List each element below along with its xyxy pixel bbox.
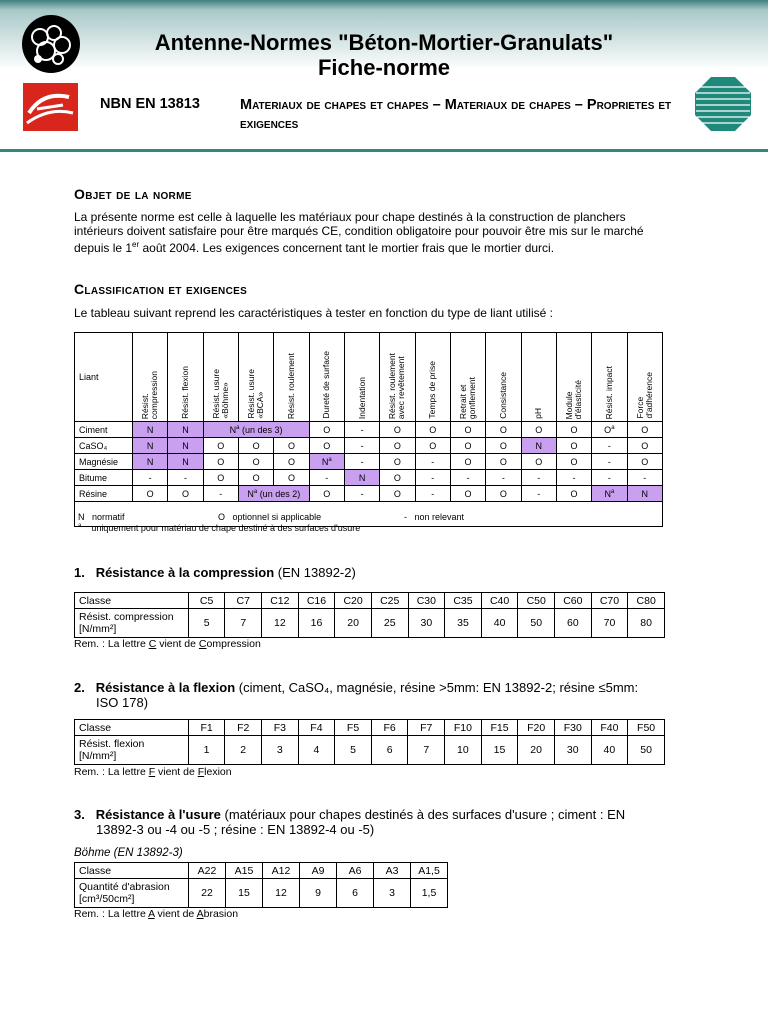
column-header: Résist. impact bbox=[592, 333, 627, 422]
table-cell: O bbox=[203, 470, 238, 486]
table-header-row bbox=[75, 333, 663, 422]
table-cell: O bbox=[380, 486, 415, 502]
table-cell: 3 bbox=[374, 879, 411, 908]
legend-line-1: N normatif O optionnel si applicable - non relevant bbox=[78, 512, 465, 522]
table-row bbox=[75, 609, 665, 638]
table-cell: O bbox=[415, 422, 450, 438]
table-cell: 35 bbox=[445, 609, 482, 638]
table-cell: - bbox=[592, 470, 627, 486]
table-cell: F5 bbox=[335, 720, 372, 736]
table-cell: F50 bbox=[628, 720, 665, 736]
page-title: Antenne-Normes "Béton-Mortier-Granulats" bbox=[154, 30, 614, 55]
table-cell: - bbox=[521, 486, 556, 502]
table-cell: 40 bbox=[481, 609, 518, 638]
table-cell: 7 bbox=[225, 609, 262, 638]
table-cell: N bbox=[627, 486, 662, 502]
table-cell: - bbox=[344, 438, 379, 454]
bohme-subtitle: Böhme (EN 13892-3) bbox=[74, 847, 183, 859]
table-cell: C20 bbox=[335, 593, 372, 609]
table-cell: F1 bbox=[188, 720, 225, 736]
table-cell: O bbox=[556, 454, 591, 470]
table-cell: 20 bbox=[335, 609, 372, 638]
table-row bbox=[75, 593, 665, 609]
column-header: Indentation bbox=[344, 333, 379, 422]
table-cell: A9 bbox=[300, 863, 337, 879]
table-cell: O bbox=[309, 486, 344, 502]
table-row-bitume bbox=[75, 470, 663, 486]
column-header: Module d'élasticité bbox=[556, 333, 591, 422]
table-cell: - bbox=[592, 438, 627, 454]
table-cell: O bbox=[556, 422, 591, 438]
table-cell: F3 bbox=[262, 720, 299, 736]
table-cell: C35 bbox=[445, 593, 482, 609]
table-row-resine bbox=[75, 486, 663, 502]
table-cell: 50 bbox=[518, 609, 555, 638]
section-2-title: 2. Résistance à la flexion (ciment, CaSO₄, magnésie, résine >5mm: EN 13892-2; résine ≤5mm: ISO 178) bbox=[74, 680, 639, 710]
column-header: Dureté de surface bbox=[309, 333, 344, 422]
row-label: Bitume bbox=[75, 470, 133, 486]
header-divider bbox=[0, 149, 768, 152]
table-cell: 2 bbox=[225, 736, 262, 765]
table-cell: 22 bbox=[189, 879, 226, 908]
section-heading-classification: Classification et exigences bbox=[74, 281, 248, 297]
section-heading-objet: Objet de la norme bbox=[74, 186, 192, 202]
table-cell: $O^a$ bbox=[592, 422, 627, 438]
table-row-ciment bbox=[75, 422, 663, 438]
row-label: Quantité d'abrasion [cm³/50cm²] bbox=[75, 879, 189, 908]
table-cell: 15 bbox=[226, 879, 263, 908]
table-cell: O bbox=[556, 486, 591, 502]
table-cell: $N^a$ bbox=[592, 486, 627, 502]
table-row bbox=[75, 879, 448, 908]
table-cell: A15 bbox=[226, 863, 263, 879]
table-row-caso4 bbox=[75, 438, 663, 454]
column-header: Force d'adhérence bbox=[627, 333, 662, 422]
table-cell: O bbox=[521, 422, 556, 438]
table-cell: O bbox=[309, 422, 344, 438]
table-cell: O bbox=[450, 422, 485, 438]
table-cell: O bbox=[380, 470, 415, 486]
page-subtitle: Fiche-norme bbox=[317, 55, 451, 80]
table-cell: N bbox=[344, 470, 379, 486]
table-cell: - bbox=[203, 486, 238, 502]
table-cell: 1,5 bbox=[411, 879, 448, 908]
cstc-logo-icon bbox=[23, 83, 78, 131]
table-cell: 25 bbox=[371, 609, 408, 638]
section-2-remark: Rem. : La lettre F vient de Flexion bbox=[74, 766, 232, 778]
column-header: Résist. roulement avec revêtement bbox=[380, 333, 415, 422]
table-cell: C80 bbox=[628, 593, 665, 609]
requirements-table bbox=[74, 332, 663, 527]
table-cell: O bbox=[450, 454, 485, 470]
table-cell: $N^a$ (un des 2) bbox=[238, 486, 309, 502]
table-cell: 15 bbox=[481, 736, 518, 765]
row-label: Classe bbox=[75, 593, 189, 609]
table-cell: 6 bbox=[337, 879, 374, 908]
table-cell: - bbox=[521, 470, 556, 486]
column-header: Résist. usure «BCA» bbox=[238, 333, 273, 422]
objet-line: La présente norme est celle à laquelle les matériaux pour chape destinés à la construction de planchers bbox=[74, 210, 626, 224]
table-cell: C12 bbox=[262, 593, 299, 609]
table-cell: O bbox=[627, 422, 662, 438]
table-cell: O bbox=[309, 438, 344, 454]
row-label: Classe bbox=[75, 720, 189, 736]
table-cell: N bbox=[168, 422, 203, 438]
table-cell: 12 bbox=[263, 879, 300, 908]
table-cell: - bbox=[486, 470, 521, 486]
table-cell: - bbox=[415, 470, 450, 486]
section-3-remark: Rem. : La lettre A vient de Abrasion bbox=[74, 908, 239, 920]
table-cell: A6 bbox=[337, 863, 374, 879]
table-cell: O bbox=[238, 454, 273, 470]
table-cell: O bbox=[274, 438, 309, 454]
row-label: CaSO₄ bbox=[75, 438, 133, 454]
compression-table bbox=[74, 592, 665, 638]
objet-line: intérieurs doivent satisfaire pour être marqués CE, condition obligatoire pour pouvoir être mis sur le marché bbox=[74, 224, 644, 238]
row-label: Ciment bbox=[75, 422, 133, 438]
table-cell: 5 bbox=[188, 609, 225, 638]
row-label: Classe bbox=[75, 863, 189, 879]
section-3-title: 3. Résistance à l'usure (matériaux pour chapes destinés à des surfaces d'usure ; ciment : EN 13892-3 ou -4 ou -5 ; résine : EN 13892-4 ou -5) bbox=[74, 807, 626, 837]
table-cell: N bbox=[132, 454, 167, 470]
table-cell: 7 bbox=[408, 736, 445, 765]
table-cell: C70 bbox=[591, 593, 628, 609]
table-row bbox=[75, 736, 665, 765]
objet-paragraph bbox=[74, 210, 694, 255]
table-cell: F10 bbox=[445, 720, 482, 736]
table-cell: 4 bbox=[298, 736, 335, 765]
table-cell: - bbox=[309, 470, 344, 486]
table-cell: F4 bbox=[298, 720, 335, 736]
table-cell: C40 bbox=[481, 593, 518, 609]
table-cell: O bbox=[450, 438, 485, 454]
column-header: Résist. roulement bbox=[274, 333, 309, 422]
table-cell: - bbox=[450, 470, 485, 486]
table-cell: C30 bbox=[408, 593, 445, 609]
table-cell: O bbox=[203, 438, 238, 454]
table-cell: F20 bbox=[518, 720, 555, 736]
abrasion-table bbox=[74, 862, 448, 908]
row-label: Résine bbox=[75, 486, 133, 502]
table-cell: F15 bbox=[481, 720, 518, 736]
table-cell: O bbox=[627, 454, 662, 470]
table-cell: A12 bbox=[263, 863, 300, 879]
column-header: pH bbox=[521, 333, 556, 422]
table-cell: - bbox=[627, 470, 662, 486]
table-cell: O bbox=[380, 422, 415, 438]
table-cell: 6 bbox=[371, 736, 408, 765]
table-cell: O bbox=[486, 454, 521, 470]
table-cell: F30 bbox=[554, 720, 591, 736]
legend-line-2: $^a$ uniquement pour matériau de chape destiné à des surfaces d'usure bbox=[78, 523, 361, 533]
column-header: Temps de prise bbox=[415, 333, 450, 422]
table-cell: - bbox=[592, 454, 627, 470]
table-cell: - bbox=[168, 470, 203, 486]
table-cell: N bbox=[521, 438, 556, 454]
table-cell: - bbox=[415, 454, 450, 470]
table-cell: 9 bbox=[300, 879, 337, 908]
table-cell: - bbox=[344, 454, 379, 470]
table-cell: 80 bbox=[628, 609, 665, 638]
table-cell: 20 bbox=[518, 736, 555, 765]
table-cell: 50 bbox=[628, 736, 665, 765]
table-cell: 60 bbox=[555, 609, 592, 638]
table-cell: O bbox=[521, 454, 556, 470]
table-cell: - bbox=[556, 470, 591, 486]
table-cell: O bbox=[556, 438, 591, 454]
table-cell: 70 bbox=[591, 609, 628, 638]
table-cell: 30 bbox=[554, 736, 591, 765]
norm-title: Materiaux de chapes et chapes – Materiaux de chapes – Proprietes et exigences bbox=[240, 97, 672, 132]
table-cell: 10 bbox=[445, 736, 482, 765]
table-cell: - bbox=[344, 422, 379, 438]
table-cell: C5 bbox=[188, 593, 225, 609]
table-cell: O bbox=[450, 486, 485, 502]
table-cell: F40 bbox=[591, 720, 628, 736]
section-1-remark: Rem. : La lettre C vient de Compression bbox=[74, 638, 261, 650]
table-cell: O bbox=[415, 438, 450, 454]
table-cell: C25 bbox=[371, 593, 408, 609]
table-cell: C50 bbox=[518, 593, 555, 609]
table-cell: A3 bbox=[374, 863, 411, 879]
table-cell: $N^a$ (un des 3) bbox=[203, 422, 309, 438]
table-cell: N bbox=[132, 438, 167, 454]
column-header: Résist. compression bbox=[132, 333, 167, 422]
table-cell: N bbox=[132, 422, 167, 438]
table-cell: O bbox=[238, 438, 273, 454]
table-cell: C16 bbox=[298, 593, 335, 609]
table-cell: F2 bbox=[225, 720, 262, 736]
column-header: Résist. usure «Böhme» bbox=[203, 333, 238, 422]
column-header-liant: Liant bbox=[75, 333, 133, 422]
row-label: Résist. flexion [N/mm²] bbox=[75, 736, 189, 765]
section-1-title: 1. Résistance à la compression (EN 13892-2) bbox=[74, 565, 356, 580]
column-header: Consistance bbox=[486, 333, 521, 422]
table-cell: N bbox=[168, 454, 203, 470]
globe-logo-icon bbox=[693, 75, 753, 133]
table-cell: 16 bbox=[298, 609, 335, 638]
table-cell: 12 bbox=[262, 609, 299, 638]
table-cell: O bbox=[132, 486, 167, 502]
table-cell: O bbox=[486, 486, 521, 502]
flexion-table bbox=[74, 719, 665, 765]
column-header: Retrait et gonflement bbox=[450, 333, 485, 422]
table-cell: F6 bbox=[371, 720, 408, 736]
table-cell: O bbox=[380, 438, 415, 454]
table-cell: O bbox=[168, 486, 203, 502]
objet-line: depuis le 1er août 2004. Les exigences concernent tant le mortier frais que le mortier durci. bbox=[74, 240, 555, 255]
table-cell: 5 bbox=[335, 736, 372, 765]
table-cell: - bbox=[132, 470, 167, 486]
table-cell: A1,5 bbox=[411, 863, 448, 879]
table-row-magnesie bbox=[75, 454, 663, 470]
table-cell: O bbox=[274, 470, 309, 486]
table-cell: - bbox=[415, 486, 450, 502]
table-cell: O bbox=[238, 470, 273, 486]
norm-number: NBN EN 13813 bbox=[100, 96, 200, 112]
table-row bbox=[75, 863, 448, 879]
table-cell: - bbox=[344, 486, 379, 502]
row-label: Résist. compression [N/mm²] bbox=[75, 609, 189, 638]
table-cell: C7 bbox=[225, 593, 262, 609]
table-cell: C60 bbox=[555, 593, 592, 609]
table-cell: A22 bbox=[189, 863, 226, 879]
column-header: Résist. flexion bbox=[168, 333, 203, 422]
table-cell: O bbox=[486, 438, 521, 454]
table-cell: $N^a$ bbox=[309, 454, 344, 470]
table-cell: O bbox=[627, 438, 662, 454]
table-cell: 30 bbox=[408, 609, 445, 638]
table-cell: O bbox=[203, 454, 238, 470]
table-cell: F7 bbox=[408, 720, 445, 736]
table-cell: O bbox=[274, 454, 309, 470]
row-label: Magnésie bbox=[75, 454, 133, 470]
classification-intro: Le tableau suivant reprend les caractéristiques à tester en fonction du type de liant utilisé : bbox=[74, 306, 553, 320]
table-cell: O bbox=[380, 454, 415, 470]
table-cell: O bbox=[486, 422, 521, 438]
table-cell: 40 bbox=[591, 736, 628, 765]
table-cell: 1 bbox=[188, 736, 225, 765]
table-row bbox=[75, 720, 665, 736]
table-cell: N bbox=[168, 438, 203, 454]
table-cell: 3 bbox=[262, 736, 299, 765]
